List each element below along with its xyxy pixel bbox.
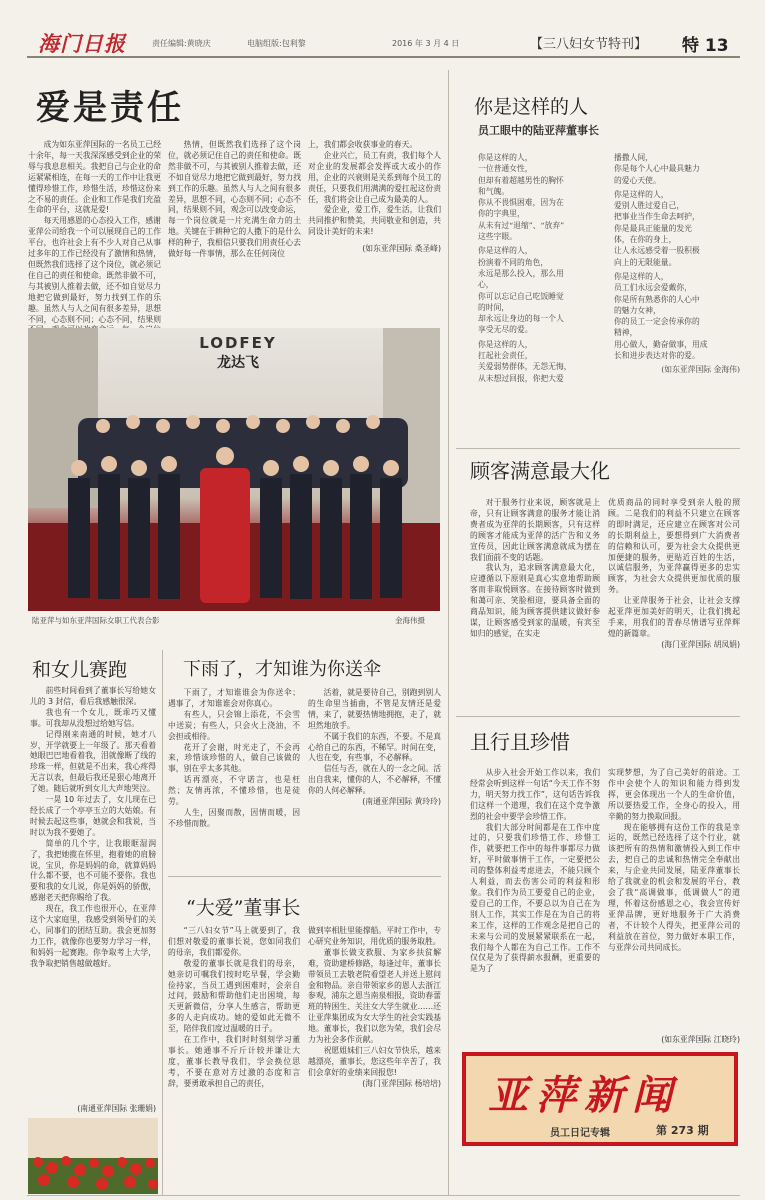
- lead-para-4: 爱企业，爱工作，爱生活，让我们共同推护和赞美，共同敬业和创造，共同设计美好的未来!: [308, 205, 441, 237]
- vertical-divider: [448, 70, 449, 1195]
- daughter-col: [30, 686, 156, 1106]
- cherish-para-1: 从步入社会开始工作以来，我们经常会听到这样一句话“今天工作不努力，明天努力找工作”，这句话告诉我们这样一个道理，我们在这个竞争激烈的社会中要学会珍惜工作。: [470, 768, 600, 821]
- lead-col-1: [28, 140, 161, 326]
- biglove-para-2: 敬爱的董事长就是我们的母亲，她亲切可嘱我们按时吃早餐，学会勤俭持家，当员工遇到困难时，会亲自过问，鼓励和帮助他们走出困境，每天更新微信，分享人生感言，帮助更多的人走向成功。她的爱如此无微不至，陪伴我们度过温暖的日子。: [168, 958, 300, 1034]
- biglove-title: “大爱”董事长: [186, 897, 301, 919]
- store-sign-text: LODFEY: [199, 334, 277, 352]
- biglove-para-3-cont: 做到宰相肚里能撑船。平时工作中，专心研究业务知识，用优质的服务取胜。: [308, 926, 441, 946]
- biglove-col-1: [168, 926, 300, 1182]
- store-sign-sub: 龙达飞: [217, 355, 259, 371]
- editor-credit: 责任编辑:黄晓庆: [152, 39, 211, 48]
- daughter-para-1: 前些时间看到了董事长写给她女儿的 3 封信，看后我感触很深。: [30, 686, 156, 706]
- lead-para-3: 企业兴亡，员工有责，我们每个人对企业的发展都会发挥或大或小的作用，企业的兴衰则是关系到每个员工的责任，只要我们用满满的爱扛起这份责任，我们将会让自己成为最美的人。: [308, 150, 441, 204]
- biglove-col-2: [308, 926, 441, 1182]
- poem-stanza-1: 你是这样的人， 一位普通女性， 但却有着超越男性的胸怀 和气魄。 你从不畏惧困难，因为在 你的字典里， 从未有过“退缩”、“放弃” 这些字眼。: [478, 153, 565, 242]
- flower-field-image: [28, 1118, 158, 1194]
- rain-para-1: 下雨了，才知谁谁会为你送伞；遇事了，才知谁谁会对你真心。: [168, 688, 300, 708]
- service-para-2: 我认为，追求顾客满意最大化，应遵循以下原则是真心实意地帮助顾客而非取悦顾客。在接待顾客时做到和蔼可亲、笑脸相迎，要具备全面的商品知识，能为顾客提供建议做好参谋，让顾客感受到家的温暖，有宾至如归的感觉，在实走: [470, 563, 600, 638]
- service-signature: (海门亚萍国际 胡凤娟): [661, 639, 740, 649]
- biglove-para-5: 祝愿姐妹们三八妇女节快乐，越来越漂亮，董事长，您这些年辛苦了，我们会拿好的业绩来回报您!: [308, 1045, 441, 1077]
- news-brand-block: [462, 1052, 738, 1146]
- biglove-para-3: 在工作中，我们时时刻刻学习董事长。她通事不斤斤计较并谦让大度，董事长教导我们，学会换位思考，不要在意对方过激的态度和言辞，要勇敢承担自己的责任，: [168, 1035, 300, 1088]
- rain-para-4: 话再漂亮，不守诺言，也是枉然；友情再浓，不懂珍惜，也是徒劳。: [168, 775, 300, 807]
- poem-stanza-5: 你是这样的人， 爱别人胜过爱自己， 把事业当作生命去呵护， 你是最具正能量的发光 体，在你的身上， 让人永远感受着一股积极 向上的无限能量。: [614, 189, 700, 267]
- rain-title: 下雨了，才知谁为你送伞: [183, 659, 381, 680]
- staff-group-figure: [28, 328, 440, 611]
- poem-stanza-2: 你是这样的人， 扮演着不同的角色， 永远是那么投入，那么用 心， 你可以忘记自己吃饭睡觉 的时间， 却永远让身边的每一个人 享受无尽的爱。: [478, 246, 564, 335]
- rain-col-2: [308, 688, 441, 868]
- biglove-para-1: “三八妇女节”马上就要到了，我们想对敬爱的董事长说，您如同我们的母亲，我们都爱你。: [168, 926, 300, 957]
- left-divider: [162, 650, 163, 1195]
- issue-date: 2016 年 3 月 4 日: [392, 39, 460, 48]
- right-divider-1: [456, 448, 740, 449]
- news-brand-issue: 第 273 期: [656, 1124, 709, 1137]
- biglove-signature: (海门亚萍国际 杨培培): [362, 1078, 441, 1088]
- cherish-col-2: [608, 768, 740, 1030]
- lead-col-2: [168, 140, 301, 326]
- daughter-para-6: 现在，我工作也很开心，在亚萍这个大家庭里，我感受到领导们的关心，同事们的团结互助。我会更加努力工作，就像你也要努力学习一样，和妈妈一起赛跑。你争取考上大学，我争取把销售越做越好。: [30, 904, 156, 968]
- service-para-2-cont: 优质商品的同时享受到亲人般的照顾。二是我们的利益不只建立在顾客的即时满足，还应建立在顾客对公司的长期利益上，要想得到广大消费者的信赖和认可，要为社会大众提供更加便捷的服务，更贴近百姓的生活，以诚信服务，为亚萍赢得更多的忠实顾客，为社会大众提供更加优质的服务。: [608, 498, 740, 595]
- right-divider-2: [456, 716, 740, 717]
- cherish-para-2-cont: 实现梦想，为了自己美好的前途。工作中会使个人的知识和能力得到发挥，更会体现出一个人的生命价值，所以要热爱工作，全身心的投入，用辛勤的努力换取回报。: [608, 768, 740, 821]
- rain-para-5: 人生，因聚而散，因情而暖，因不珍惜而散。: [168, 807, 300, 828]
- rain-para-8: 信任与否，就在人的一念之间。活出自我来，懂你的人，不必解释，不懂你的人何必解释。: [308, 764, 441, 796]
- biglove-para-4: 董事长做支救服、为家乡扶贫解难，资助建桥修路，每逢过年，董事长带领员工去敬老院看望老人并送上慰问金和物品。亲自带领家乡的恩人去浙江参观，浦东之恩当南泉相报，资助春蕾班的特困生、关注女大学生就业……还让亚萍集团成为女大学生的社会实践基地。董事长，我们以您为荣，我们会尽力为社会多作贡献。: [308, 947, 441, 1045]
- daughter-title: 和女儿赛跑: [32, 659, 128, 681]
- daughter-signature: (南通亚萍国际 张珊娟): [77, 1104, 156, 1113]
- service-para-1: 对于服务行业来说，顾客就是上帝，只有让顾客满意的服务才能让消费者成为亚萍的长期顾客，只有这样的顾客才能成为亚萍的活广告和义务宣传员，因此让顾客满意就成为摆在我们面前不变的话题。: [470, 498, 600, 562]
- group-photo: [28, 328, 440, 611]
- poem-stanza-3: 你是这样的人， 扛起社会责任， 关爱弱势群体，无怨无悔， 从未想过回报，你把大爱: [478, 339, 572, 383]
- rain-para-7: 不属于我们的东西，不要。不是真心给自己的东西，不稀罕。时间在变，人也在变，有些事，不必解释。: [308, 731, 441, 763]
- service-col-2: [608, 498, 740, 710]
- lead-title: 爱是责任: [36, 88, 184, 128]
- service-col-1: [470, 498, 600, 710]
- lead-signature: (如东亚萍国际 桑圣峰): [362, 244, 441, 254]
- service-title: 顾客满意最大化: [470, 459, 610, 483]
- rain-para-6: 活着，就是要待自己，别跑到别人的生命里当插曲，不管是友情还是爱情，来了，就要热情地拥抱，走了，就坦然地放手。: [308, 688, 441, 730]
- cherish-para-3: 现在能够拥有这份工作的我是幸运的，既然已经选择了这个行业，就该把所有的热情和激情投入到工作中去，把自己的忠诚和热情完全奉献出来，与企业共同发展，陆亚萍董事长给了我就业的机会和发展的平台，教会了我“高调做事，低调做人”的道理，怀着这份感恩之心，我会宣传好亚萍品牌，更好地服务于广大消费者，不计较个人得失，把亚萍公司的利益放在首位，努力做好本职工作，与亚萍公司共同成长。: [608, 822, 740, 952]
- rain-signature: (南通亚萍国际 黄玲玲): [362, 797, 441, 807]
- masthead: 海门日报: [38, 31, 126, 56]
- cherish-col-1: [470, 768, 600, 1030]
- lead-para-2: 每天用感恩的心态投入工作，感谢亚萍公司给我一个可以展现自己的工作平台，也许社会上有不少人对自己从事过多年的工作已经没有了激情和热情，但既然我们选择了这个岗位，就必须记住自己的责任和使命。既然非做不可，与其被别人推着去做，还不如自觉尽力地把它做到最好，努力找到工作的乐趣。虽然人与人之间有很多差异，思想不同，心态则不同；心态不同，结果则: [28, 216, 161, 324]
- header-rule: [27, 56, 740, 58]
- poem-col-1: [478, 152, 608, 442]
- lead-para-1: 成为如东亚萍国际的一名员工已经十余年，每一天我深深感受到企业的荣辱与我息息相关。我把自己与企业的命运紧紧相连，在每一天的工作中让我更懂得珍惜工作，珍惜生活，珍惜这份来之不易的责任。企业和工作是我们充盈生命的平台，这就是爱!: [28, 140, 161, 215]
- daughter-para-4: 一晃 10 年过去了，女儿现在已经长成了一个亭亭玉立的大姑娘。有时候去起这些事，她就会和我说，当时以为我不要她了。: [30, 795, 156, 837]
- news-brand-subtitle: 员工日记专辑: [550, 1128, 610, 1139]
- poem-stanza-4: 播撒人间， 你是每个人心中最具魅力 的爱心天使。: [614, 153, 700, 185]
- layout-credit: 电脑组版:包利黎: [247, 39, 306, 48]
- cherish-title: 且行且珍惜: [470, 730, 570, 754]
- poem-title: 你是这样的人: [474, 96, 589, 118]
- cherish-para-2: 我们大部分时间都是在工作中度过的，只要我们珍惜工作、珍惜工作，就要把工作中的每件事都尽力做好，平时做事情干工作，一定要把公司的整体利益考虑进去，不能只顾个人利益，而去伤害公司的利益和形象。我们作为员工要爱自己的企业，爱自己的工作，不要总以为自己在为别人工作，其实工作是在为自己的将来工作，这样的工作观念是把自己的未来与公司的发展紧紧联系在一起，我们每个人都在为自己工作。工作不仅仅是为了获得薪水报酬，更重要的是为了: [470, 822, 600, 974]
- poem-stanza-6: 你是这样的人， 员工们永远会爱戴你， 你是所有熟悉你的人心中 的魅力女神， 你的员工一定会传承你的 精神， 用心做人，勤奋做事，用成 长和进步表达对你的爱。: [614, 271, 708, 361]
- section-name: 【三八妇女节特刊】: [530, 37, 648, 52]
- news-brand-title: 亚萍新闻: [488, 1072, 680, 1119]
- daughter-para-2: 我也有一个女儿，既乖巧又懂事。可我却从没想过给她写信。: [30, 707, 156, 728]
- lead-para-2-end: 上，我们都会收获事业的春天。: [308, 140, 418, 149]
- service-para-3: 让亚萍服务于社会，让社会支撑起亚萍更加美好的明天，让我们携起手来，用我们的青春尽情谱写亚萍辉煌的新篇章。: [608, 596, 740, 638]
- page-number: 特 13: [682, 36, 729, 56]
- daughter-para-5: 简单的几个字，让我眼眶湿润了，我把她揽在怀里，抱着她的肩膀说，宝贝，你是妈妈的命，就算妈妈什么都不要，也不可能不要你。我也要和我的女儿说，你是妈妈的骄傲，感谢老天把你赐给了我。: [30, 838, 156, 903]
- photo-credit: 金海伟摄: [395, 616, 425, 625]
- center-divider: [168, 876, 441, 877]
- rain-para-3: 花开了会谢，时光走了，不会再来，珍惜该珍惜的人，做自己该做的事，别在乎太多其他。: [168, 742, 300, 774]
- poem-signature: (如东亚萍国际 金海伟): [661, 365, 740, 375]
- daughter-para-3: 记得刚来南通的时候，她才八岁，开学就要上一年级了。那天看着她眼巴巴地看着我，泪就像断了线的珍珠一样，但就是不出来，我心疼得无言以表，但最后我还是狠心地离开了她。随后就听到女儿大声地哭泣。: [30, 729, 156, 794]
- rain-col-1: [168, 688, 300, 868]
- bottom-rule: [27, 1195, 740, 1196]
- poem-subtitle: 员工眼中的陆亚萍董事长: [478, 124, 599, 137]
- cherish-signature: (如东亚萍国际 江晓玲): [661, 1035, 740, 1044]
- lead-para-2-cont: 热情，但既然我们选择了这个岗位，就必须记住自己的责任和使命。既然非做不可，与其被别人推着去做，还不如自觉尽力地把它做到最好，努力找到工作的乐趣。虽然人与人之间有很多差异，思想不同，心态则不同；心态不同，结果则不同，观念可以改变命运，每一个岗位就是一片充满生命力的土地。关键在于耕种它的人撒下的是什么样的种子，我相信只要我们用责任心去做好每一件事情，那么在任何岗位: [168, 140, 301, 259]
- lead-col-3: [308, 140, 441, 326]
- poem-col-2: [614, 152, 740, 442]
- photo-caption: 陆亚萍与如东亚萍国际女职工代表合影: [32, 616, 160, 625]
- rain-para-2: 有些人，只会锦上添花，不会雪中送炭；有些人，只会火上浇油，不会担或相待。: [168, 709, 300, 741]
